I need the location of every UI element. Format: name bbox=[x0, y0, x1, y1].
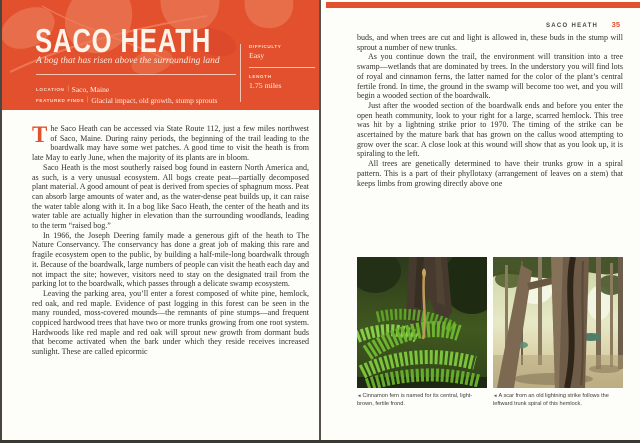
fern-caption bbox=[357, 392, 487, 408]
scarred-hemlock-image bbox=[493, 257, 623, 388]
paragraph: As you continue down the trail, the environment will transition into a tree swamp—wetlands that are dominated by trees. In the understory you will find lots of royal and cinnamon ferns, the latter named for the color of the plant’s central fertile frond. In time, the ground in the swamp will become too wet, and you will begin a wooded section of the boardwalk. bbox=[357, 52, 623, 101]
paragraph bbox=[32, 124, 309, 163]
caption-text: Cinnamon fern is named for its central, light-brown, fertile frond. bbox=[357, 393, 473, 408]
scarred-hemlock-photo bbox=[493, 257, 623, 388]
running-header-title: SACO HEATH bbox=[545, 23, 599, 29]
page-gutter bbox=[319, 0, 321, 441]
right-page-body-text bbox=[357, 33, 623, 188]
location-value: Saco, Maine bbox=[71, 84, 110, 94]
difficulty-label: DIFFICULTY bbox=[249, 44, 282, 49]
paragraph: Just after the wooded section of the boardwalk ends and before you enter the open heath community, look to your right for a large, scarred hemlock. This tree was hit by a lightning strike prior to 1970. The timing of the strike can be ascertained by the mature bark that has grown on the callus wood attempting to grow over the scar. A close look at this wound will show that as you look up, it is spiraling to the left. bbox=[357, 100, 623, 159]
photo-row bbox=[357, 257, 623, 388]
hemlock-caption bbox=[493, 392, 623, 408]
length-value: 1.75 miles bbox=[249, 81, 282, 90]
featured-finds-value: Glacial impact, old growth, stump sprouts bbox=[91, 95, 218, 105]
meta-separator: | bbox=[67, 86, 69, 93]
paragraph: All trees are genetically determined to have their trunks grow in a spiral pattern. This is a part of their phyllotaxy (arrangement of leaves on a stem) that keeps limbs from growing directly above one bbox=[357, 159, 623, 188]
header-accent-strip bbox=[326, 2, 640, 8]
page-edge-left bbox=[0, 0, 2, 443]
chapter-subtitle: A bog that has risen above the surrounding land bbox=[36, 56, 220, 66]
header-rule bbox=[36, 74, 236, 75]
page-number: 35 bbox=[611, 20, 620, 29]
caption-marker: ◄ bbox=[357, 393, 362, 398]
left-page-body-text bbox=[32, 124, 309, 357]
page-title: SACO HEATH bbox=[35, 22, 212, 59]
paragraph: Saco Heath is the most southerly raised bog found in eastern North America and, as such, is a very unusual ecosystem. All bogs create peat—partially decomposed plant material. A good amount of peat is derived from species of sphagnum moss. Peat can absorb large amounts of water and, as the water-dense peat builds up, it can raise the water table along with it. In a bog like Saco Heath, the center of the heath and its water table are actually higher in elevation than the surrounding woodlands, leading to the term “raised bog.” bbox=[32, 162, 309, 231]
stats-divider bbox=[249, 67, 315, 68]
chapter-header bbox=[2, 0, 319, 110]
hike-stats-box bbox=[249, 44, 315, 90]
caption-row bbox=[357, 392, 623, 408]
featured-finds-row bbox=[36, 91, 217, 109]
difficulty-value: Easy bbox=[249, 51, 265, 60]
paragraph: buds, and when trees are cut and light is allowed in, these buds in the stump will sprout a number of new trunks. bbox=[357, 33, 623, 52]
header-vertical-divider bbox=[240, 44, 241, 102]
location-label: LOCATION bbox=[36, 86, 65, 92]
cinnamon-fern-photo bbox=[357, 257, 487, 388]
length-label: LENGTH bbox=[249, 74, 272, 79]
paragraph: Leaving the parking area, you’ll enter a forest composed of white pine, hemlock, red oak, and red maple. Evidence of past logging in this forest can be seen in the many rounded, moss-covered mounds—the remnants of pine stumps—and frequent coppiced hardwood trees that have two or more trunks growing from one root system. Hardwoods like red maple and red oak will sprout new growth from dormant buds that become activated when the bark under which they reside receives increased sunlight. These are called epicormic bbox=[32, 288, 309, 357]
running-header bbox=[546, 14, 620, 32]
featured-finds-label: FEATURED FINDS bbox=[36, 97, 85, 103]
caption-text: A scar from an old lightning strike follows the leftward trunk spiral of this hemlock. bbox=[493, 393, 609, 408]
cinnamon-fern-image bbox=[357, 257, 487, 388]
paragraph: In 1966, the Joseph Deering family made a generous gift of the heath to The Nature Conservancy. The conservancy has done a great job of making this rare and fragile ecosystem open to the public, by building a half-mile-long boardwalk through it. Because of the boardwalk, large numbers of people can visit the heath each day and not impact the site; however, visitors need to stay on the designated trail from the parking lot to the boardwalk, which passes through a delicate swamp ecosystem. bbox=[32, 230, 309, 289]
caption-marker: ◄ bbox=[493, 393, 498, 398]
drop-cap: T bbox=[32, 122, 48, 147]
meta-separator: | bbox=[87, 97, 89, 104]
paragraph-text: he Saco Heath can be accessed via State Route 112, just a few miles northwest of Saco, Maine. During rainy periods, the beginning of the trail leading to the boardwalk may have some wet patches. A good time to visit the heath is from late May to early June, when the majority of its plants are in bloom. bbox=[32, 124, 309, 163]
